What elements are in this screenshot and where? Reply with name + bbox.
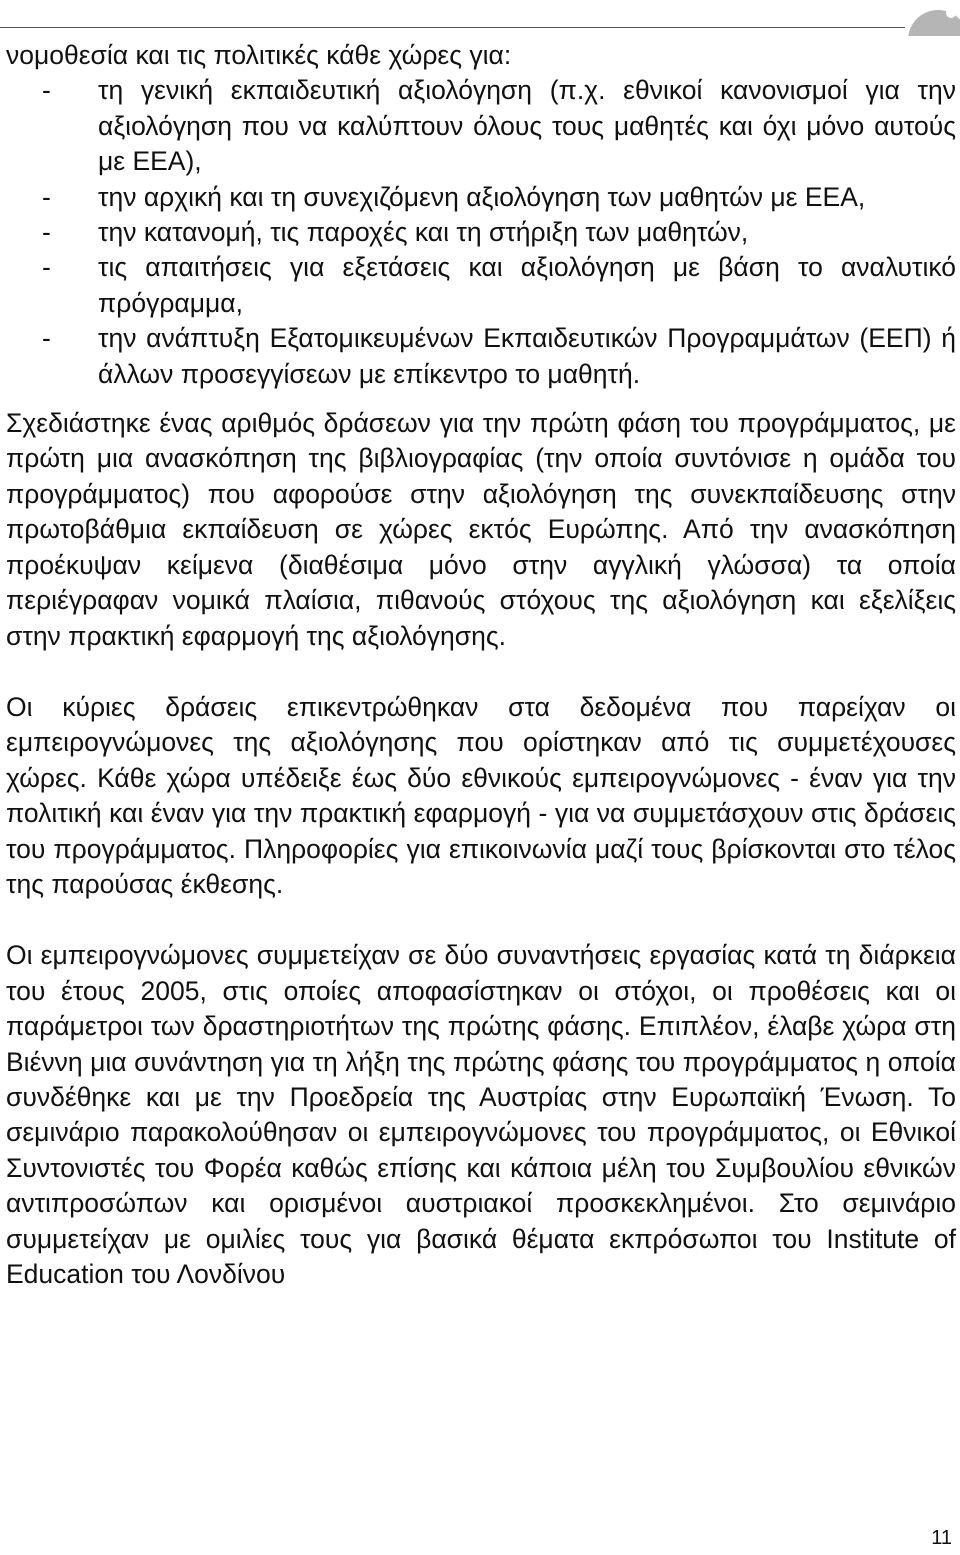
body-paragraph: Σχεδιάστηκε ένας αριθμός δράσεων για την πρώτη φάση του προγράμματος, με πρώτη μια ανασκόπηση της βιβλιογραφίας (την οποία συντόνισε η ομάδα του προγράμματος) που αφορούσε στην αξιολόγηση της συνεκπαίδευσης στην πρωτοβάθμια εκπαίδευση σε χώρες εκτός Ευρώπης. Από την ανασκόπηση προέκυψαν κείμενα (διαθέσιμα μόνο στην αγγλική γλώσσα) τα οποία περιέγραφαν νομικά πλαίσια, πιθανούς στόχους της αξιολόγηση και εξελίξεις στην πρακτική εφαρμογή της αξιολόγησης.: [6, 408, 956, 651]
list-dash: -: [42, 323, 51, 354]
list-item: [6, 215, 956, 250]
list-item: [6, 73, 956, 179]
list-dash: -: [42, 217, 51, 248]
header-rule: [0, 27, 905, 28]
list-item: [6, 180, 956, 215]
list-dash: -: [42, 75, 51, 106]
body-paragraph: Οι κύριες δράσεις επικεντρώθηκαν στα δεδομένα που παρείχαν οι εμπειρογνώμονες της αξιολόγησης που ορίστηκαν από τις συμμετέχουσες χώρες. Κάθε χώρα υπέδειξε έως δύο εθνικούς εμπειρογνώμονες - έναν για την πολιτική και έναν για την πρακτική εφαρμογή - για να συμμετάσχουν στις δράσεις του προγράμματος. Πληροφορίες για επικοινωνία μαζί τους βρίσκονται στο τέλος της παρούσας έκθεσης.: [6, 691, 956, 899]
list-item-text: την αρχική και τη συνεχιζόμενη αξιολόγηση των μαθητών με ΕΕΑ,: [98, 181, 866, 212]
list-item-text: τη γενική εκπαιδευτική αξιολόγηση (π.χ. εθνικοί κανονισμοί για την αξιολόγηση που να καλύπτουν όλους τους μαθητές και όχι μόνο αυτούς με ΕΕΑ),: [98, 75, 956, 177]
corner-logo-icon: [902, 0, 960, 36]
bullet-list: [6, 73, 956, 392]
body-paragraph: Οι εμπειρογνώμονες συμμετείχαν σε δύο συναντήσεις εργασίας κατά τη διάρκεια του έτους 2005, στις οποίες αποφασίστηκαν οι στόχοι, οι προθέσεις και οι παράμετροι των δραστηριοτήτων της πρώτης φάσης. Επιπλέον, έλαβε χώρα στη Βιέννη μια συνάντηση για τη λήξη της πρώτης φάσης του προγράμματος η οποία συνδέθηκε και με την Προεδρεία της Αυστρίας στην Ευρωπαϊκή Ένωση. Το σεμινάριο παρακολούθησαν οι εμπειρογνώμονες του προγράμματος, οι Εθνικοί Συντονιστές του Φορέα καθώς επίσης και κάποια μέλη του Συμβουλίου εθνικών αντιπροσώπων και ορισμένοι αυστριακοί προσκεκλημένοι. Στο σεμινάριο συμμετείχαν με ομιλίες τους για βασικά θέματα εκπρόσωποι του Institute of Education του Λονδίνου: [6, 940, 956, 1289]
page-number: 11: [931, 1527, 952, 1549]
list-dash: -: [42, 181, 51, 212]
document-page: [6, 38, 956, 1328]
list-item: [6, 250, 956, 321]
intro-line: νομοθεσία και τις πολιτικές κάθε χώρες για:: [6, 40, 512, 70]
list-dash: -: [42, 252, 51, 283]
list-item-text: την κατανομή, τις παροχές και τη στήριξη των μαθητών,: [98, 217, 749, 248]
list-item-text: την ανάπτυξη Εξατομικευμένων Εκπαιδευτικών Προγραμμάτων (ΕΕΠ) ή άλλων προσεγγίσεων με επίκεντρο το μαθητή.: [98, 323, 956, 389]
list-item: [6, 321, 956, 392]
list-item-text: τις απαιτήσεις για εξετάσεις και αξιολόγηση με βάση το αναλυτικό πρόγραμμα,: [98, 252, 956, 318]
